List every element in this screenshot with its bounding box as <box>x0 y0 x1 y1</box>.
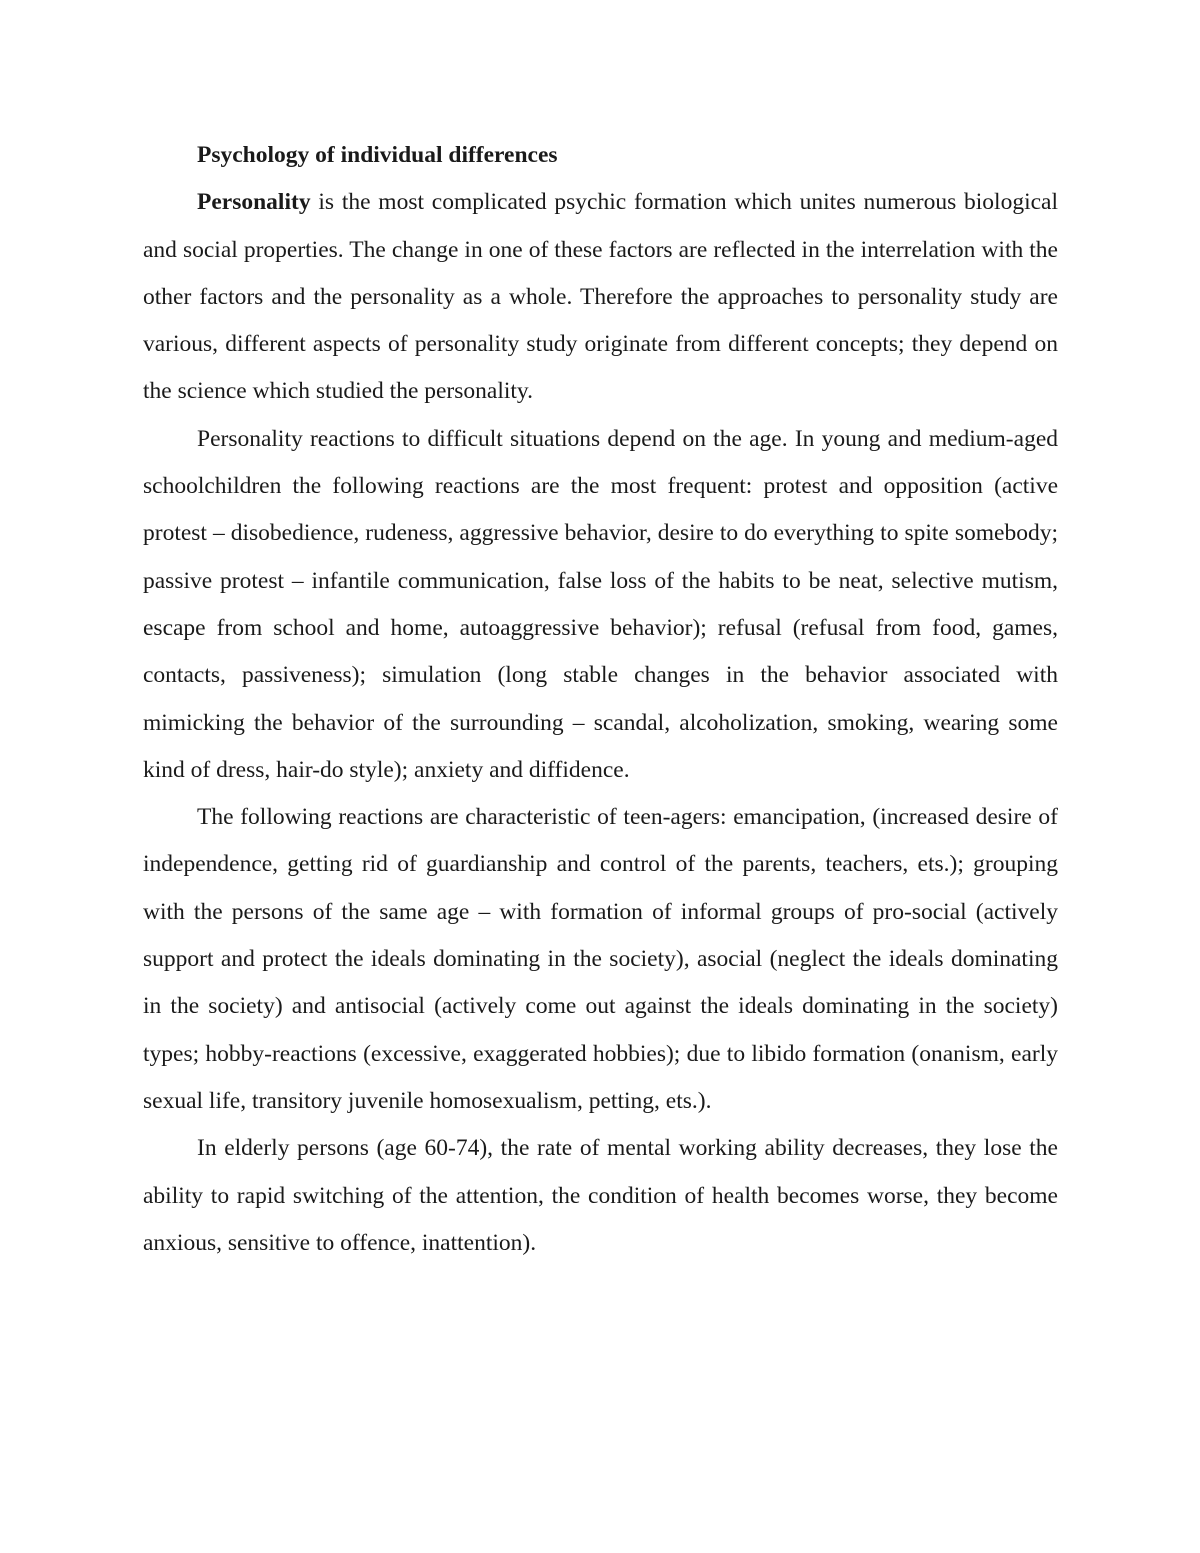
paragraph-text: is the most complicated psychic formation which unites numerous biological and social properties. The change in one of these factors are reflected in the interrelation with the other factors and the personality as a whole. Therefore the approaches to personality study are various, different aspects of personality study originate from different concepts; they depend on the science which studied the personality. <box>143 189 1058 405</box>
paragraph-schoolchildren-reactions: Personality reactions to difficult situations depend on the age. In young and medium-aged schoolchildren the following reactions are the most frequent: protest and opposition (active protest – disobedience, rudeness, aggressive behavior, desire to do everything to spite somebody; passive protest – infantile communication, false loss of the habits to be neat, selective mutism, escape from school and home, autoaggressive behavior); refusal (refusal from food, games, contacts, passiveness); simulation (long stable changes in the behavior associated with mimicking the behavior of the surrounding – scandal, alcoholization, smoking, wearing some kind of dress, hair-do style); anxiety and diffidence. <box>143 425 1058 783</box>
term-personality: Personality <box>197 189 311 216</box>
document-page <box>143 132 1058 1267</box>
paragraph-teenager-reactions: The following reactions are characteristic of teen-agers: emancipation, (increased desire of independence, getting rid of guardianship and control of the parents, teachers, ets.); grouping with the persons of the same age – with formation of informal groups of pro-social (actively support and protect the ideals dominating in the society), asocial (neglect the ideals dominating in the society) and antisocial (actively come out against the ideals dominating in the society) types; hobby-reactions (excessive, exaggerated hobbies); due to libido formation (onanism, early sexual life, transitory juvenile homosexualism, petting, ets.). <box>143 804 1058 1114</box>
paragraph-elderly-persons: In elderly persons (age 60-74), the rate of mental working ability decreases, they lose the ability to rapid switching of the attention, the condition of health becomes worse, they become anxious, sensitive to offence, inattention). <box>143 1135 1058 1256</box>
paragraph-personality-definition <box>143 179 1058 415</box>
document-title: Psychology of individual differences <box>197 142 558 168</box>
